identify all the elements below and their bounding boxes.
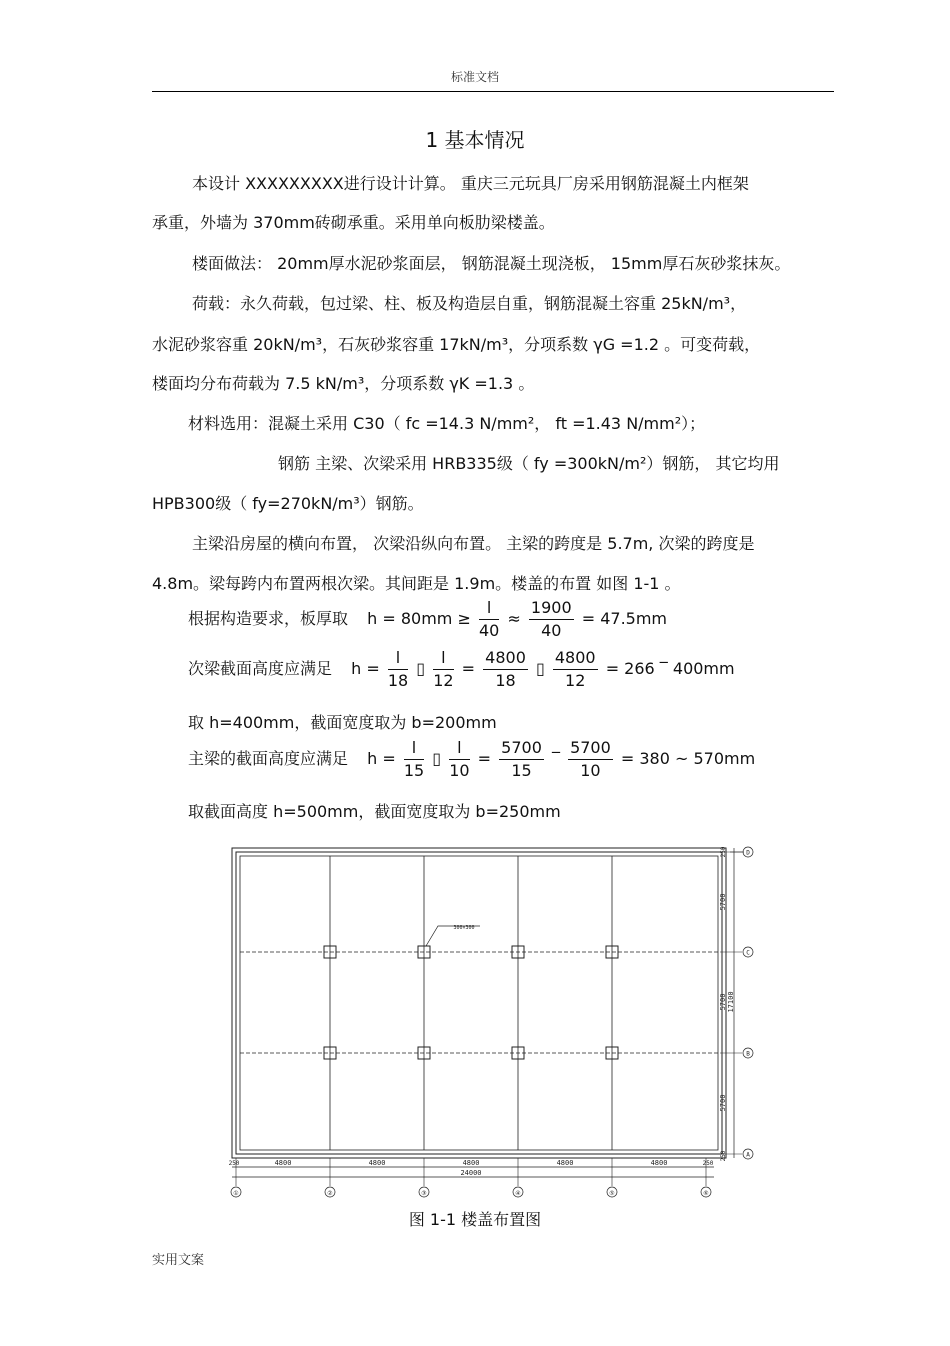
edge-x-left: 250 — [228, 1160, 240, 1167]
span-y-2: 5700 — [719, 993, 727, 1011]
para-line-5: 水泥砂浆容重 20kN/m³，石灰砂浆容重 17kN/m³，分项系数 γG =1.2 。可变荷载， — [152, 335, 761, 354]
header-rule — [152, 91, 834, 92]
eq3-label: 主梁的截面高度应满足 — [188, 749, 349, 768]
edge-y-top: 250 — [720, 846, 727, 858]
axis-label-4: ④ — [515, 1190, 521, 1197]
span-x-5: 4800 — [650, 1159, 668, 1167]
eq1-frac-2: $\frac{1900}{40}$ — [530, 598, 572, 640]
eq2-rhs: = 266 ‾ 400mm — [605, 659, 735, 678]
axis-label-a: A — [746, 1151, 750, 1159]
eq1-approx: ≈ — [507, 609, 521, 628]
eq2-label: 次梁截面高度应满足 — [188, 659, 333, 678]
equation-slab — [188, 597, 667, 642]
span-y-1: 5700 — [719, 893, 727, 911]
page-footer: 实用文案 — [152, 1253, 205, 1268]
eq3-frac-4: $\frac{5700}{10}$ — [570, 738, 611, 780]
eq2-frac-2: $\frac{l}{12}$ — [433, 648, 454, 690]
eq1-frac-1: $\frac{l}{40}$ — [478, 598, 500, 640]
eq2-box: ▯ — [416, 659, 426, 678]
axis-label-b: B — [746, 1050, 750, 1058]
para-line-4: 荷载：永久荷载，包过梁、柱、板及构造层自重，钢筋混凝土容重 25kN/m³， — [192, 294, 747, 313]
equation-main-beam — [188, 737, 755, 782]
outer-wall-inner-outline — [236, 852, 722, 1154]
span-y-total: 17100 — [727, 991, 735, 1013]
eq3-frac-2: $\frac{l}{10}$ — [449, 738, 470, 780]
eq2-frac-3: $\frac{4800}{18}$ — [485, 648, 526, 690]
eq2-lhs: h = — [351, 659, 380, 678]
axis-label-5: ⑤ — [609, 1190, 615, 1197]
span-x-2: 4800 — [368, 1159, 386, 1167]
eq3-equals: = — [477, 749, 492, 768]
slab-boundary — [240, 856, 718, 1150]
eq3-frac-1: $\frac{l}{15}$ — [403, 738, 425, 780]
eq3-dash: ‾ — [551, 749, 560, 768]
eq3-lhs: h = — [367, 749, 396, 768]
span-x-4: 4800 — [556, 1159, 574, 1167]
para-line-1: 本设计 XXXXXXXXX进行设计计算。 重庆三元玩具厂房采用钢筋混凝土内框架 — [192, 174, 749, 193]
eq2-frac-4: $\frac{4800}{12}$ — [554, 648, 596, 690]
edge-x-right: 250 — [702, 1160, 714, 1167]
section-title: 1 基本情况 — [425, 128, 525, 152]
para-line-10: 主梁沿房屋的横向布置， 次梁沿纵向布置。 主梁的跨度是 5.7m, 次梁的跨度是 — [192, 534, 755, 553]
column-size-label: 300×300 — [453, 925, 475, 931]
para-line-8: 钢筋 主梁、次梁采用 HRB335级（ fy =300kN/m²）钢筋， 其它均用 — [278, 454, 780, 473]
axis-label-1: ① — [233, 1190, 239, 1197]
para-line-3: 楼面做法： 20mm厚水泥砂浆面层， 钢筋混凝土现浇板， 15mm厚石灰砂浆抹灰。 — [192, 254, 791, 273]
para-line-13: 取 h=400mm，截面宽度取为 b=200mm — [188, 713, 497, 732]
eq3-frac-3: $\frac{5700}{15}$ — [501, 738, 542, 780]
figure-caption: 图 1-1 楼盖布置图 — [408, 1210, 542, 1229]
para-line-11: 4.8m。梁每跨内布置两根次梁。其间距是 1.9m。楼盖的布置 如图 1-1 。 — [152, 574, 681, 593]
para-line-7: 材料选用：混凝土采用 C30（ fc =14.3 N/mm²， ft =1.43 N/mm²）； — [188, 414, 706, 433]
para-line-9: HPB300级（ fy=270kN/m³）钢筋。 — [152, 494, 424, 513]
span-y-3: 5700 — [719, 1094, 727, 1112]
span-x-total: 24000 — [460, 1169, 482, 1177]
axis-label-3: ③ — [421, 1190, 427, 1197]
edge-y-bottom: 250 — [720, 1150, 727, 1162]
axis-label-6: ⑥ — [703, 1190, 709, 1197]
para-line-6: 楼面均分布荷载为 7.5 kN/m³，分项系数 γK =1.3 。 — [152, 374, 535, 393]
floor-layout-figure — [220, 840, 760, 1202]
axis-label-d: D — [746, 849, 750, 857]
eq1-label: 根据构造要求，板厚取 — [188, 609, 349, 628]
span-x-1: 4800 — [274, 1159, 292, 1167]
axis-label-2: ② — [327, 1190, 333, 1197]
para-line-15: 取截面高度 h=500mm，截面宽度取为 b=250mm — [188, 802, 561, 821]
eq2-box-2: ▯ — [535, 659, 545, 678]
span-x-3: 4800 — [462, 1159, 480, 1167]
eq2-frac-1: $\frac{l}{18}$ — [387, 648, 409, 690]
eq3-box: ▯ — [432, 749, 442, 768]
equation-secondary-beam — [188, 647, 735, 692]
page-header: 标准文档 — [450, 70, 499, 84]
para-line-2: 承重，外墙为 370mm砖砌承重。采用单向板肋梁楼盖。 — [152, 213, 555, 232]
axis-label-c: C — [746, 949, 750, 957]
eq1-rhs: = 47.5mm — [581, 609, 668, 628]
eq2-equals: = — [461, 659, 476, 678]
eq3-rhs: = 380 ~ 570mm — [620, 749, 756, 768]
eq1-lhs: h = 80mm ≥ — [367, 609, 471, 628]
outer-wall-outline — [232, 848, 726, 1158]
